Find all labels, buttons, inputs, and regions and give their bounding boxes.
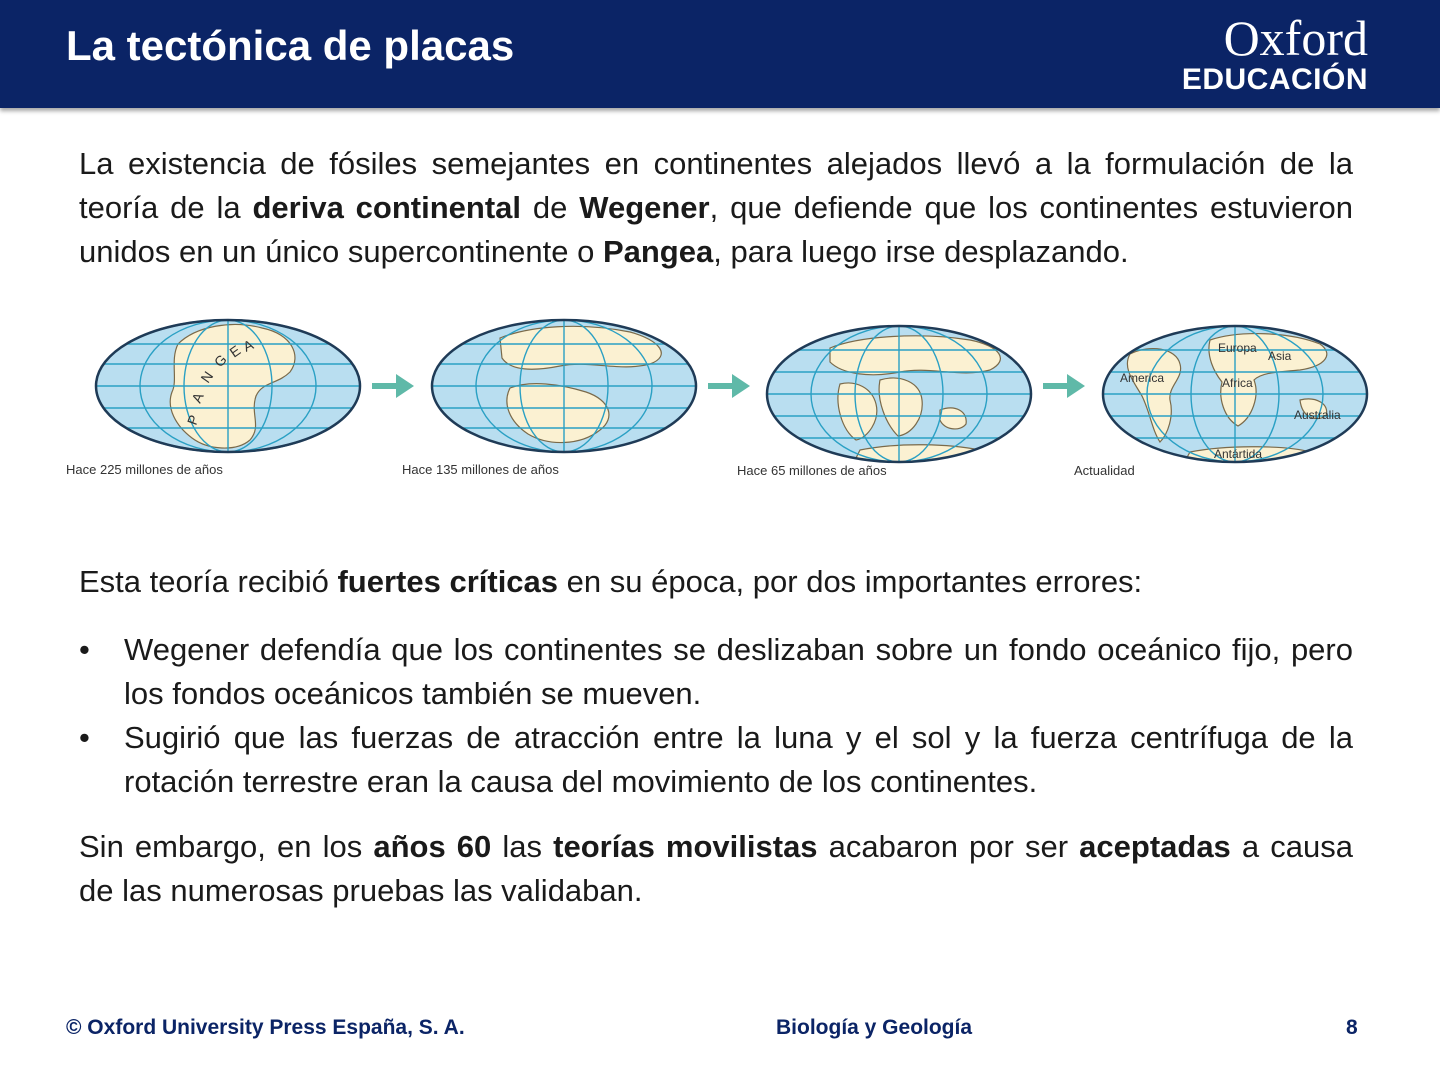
pangea-letter-a1: A — [188, 390, 207, 406]
conclusion-text-2: las — [491, 829, 554, 864]
critique-paragraph — [79, 560, 1353, 604]
caption-65-million: Hace 65 millones de años — [737, 463, 887, 478]
caption-225-million: Hace 225 millones de años — [66, 462, 223, 477]
label-asia: Asia — [1268, 349, 1292, 363]
intro-paragraph — [79, 142, 1353, 274]
logo-subtitle: EDUCACIÓN — [1181, 63, 1368, 96]
globe-65-million — [767, 326, 1031, 470]
bullet-text-fixed-ocean-floor: Wegener defendía que los continentes se deslizaban sobre un fondo oceánico fijo, pero los fondos oceánicos también se mueven. — [124, 632, 1353, 711]
arrow-right-icon — [372, 374, 414, 398]
footer-copyright: © Oxford University Press España, S. A. — [66, 1016, 465, 1039]
intro-text-2: de — [521, 190, 580, 225]
term-wegener: Wegener — [579, 190, 710, 225]
pangea-letter-n: N — [197, 368, 217, 386]
label-europa: Europa — [1218, 341, 1257, 355]
list-item — [79, 628, 1353, 716]
pangea-letter-g: G — [210, 351, 230, 371]
conclusion-text-4: a causa de las numerosas pruebas las validaban. — [79, 829, 1353, 908]
label-australia: Australia — [1294, 408, 1341, 422]
critique-text-1: Esta teoría recibió — [79, 564, 338, 599]
globe-135-million — [432, 320, 696, 452]
label-antartida: Antártida — [1214, 447, 1263, 461]
footer-subject: Biología y Geología — [776, 1016, 973, 1039]
globe-225-million — [96, 320, 360, 452]
errors-list — [79, 628, 1353, 804]
northern-continents — [830, 336, 1000, 375]
term-pangea: Pangea — [602, 234, 714, 269]
footer-page-number: 8 — [1346, 1016, 1358, 1039]
bullet-icon: • — [79, 720, 90, 755]
critique-text-2: en su época, por dos importantes errores: — [558, 564, 1143, 599]
term-fuertes-criticas: fuertes críticas — [337, 564, 559, 599]
bullet-icon: • — [79, 632, 90, 667]
bullet-text-forces: Sugirió que las fuerzas de atracción entre la luna y el sol y la fuerza centrífuga de la rotación terrestre eran la causa del movimiento de los continentes. — [124, 720, 1353, 799]
caption-135-million: Hace 135 millones de años — [402, 462, 559, 477]
intro-text-1: La existencia de fósiles semejantes en continentes alejados llevó a la formulación de la teoría de la — [79, 146, 1353, 225]
pangea-letter-p: P — [183, 412, 203, 428]
logo-brand: Oxford — [1223, 10, 1368, 66]
label-africa: Africa — [1222, 376, 1253, 390]
intro-text-3: , que defiende que los continentes estuvieron unidos en un único supercontinente o — [79, 190, 1354, 269]
slide-header — [0, 0, 1440, 108]
term-deriva-continental: deriva continental — [252, 190, 522, 225]
continental-drift-figure — [0, 300, 1440, 500]
arrow-right-icon — [708, 374, 750, 398]
slide-title: La tectónica de placas — [66, 22, 515, 69]
conclusion-text-1: Sin embargo, en los — [79, 829, 374, 864]
pangea-letter-a2: A — [240, 336, 256, 355]
term-teorias-movilistas: teorías movilistas — [553, 829, 818, 864]
term-anos-60: años 60 — [373, 829, 492, 864]
term-aceptadas: aceptadas — [1079, 829, 1231, 864]
conclusion-text-3: acabaron por ser — [817, 829, 1080, 864]
intro-text-4: , para luego irse desplazando. — [713, 234, 1129, 269]
arrow-right-icon — [1043, 374, 1085, 398]
caption-present: Actualidad — [1074, 463, 1135, 478]
label-america: America — [1120, 371, 1165, 385]
conclusion-paragraph — [79, 825, 1353, 913]
oxford-logo — [1182, 12, 1368, 96]
list-item — [79, 716, 1353, 804]
pangea-letter-e: E — [226, 341, 244, 361]
globe-present — [1103, 326, 1367, 470]
